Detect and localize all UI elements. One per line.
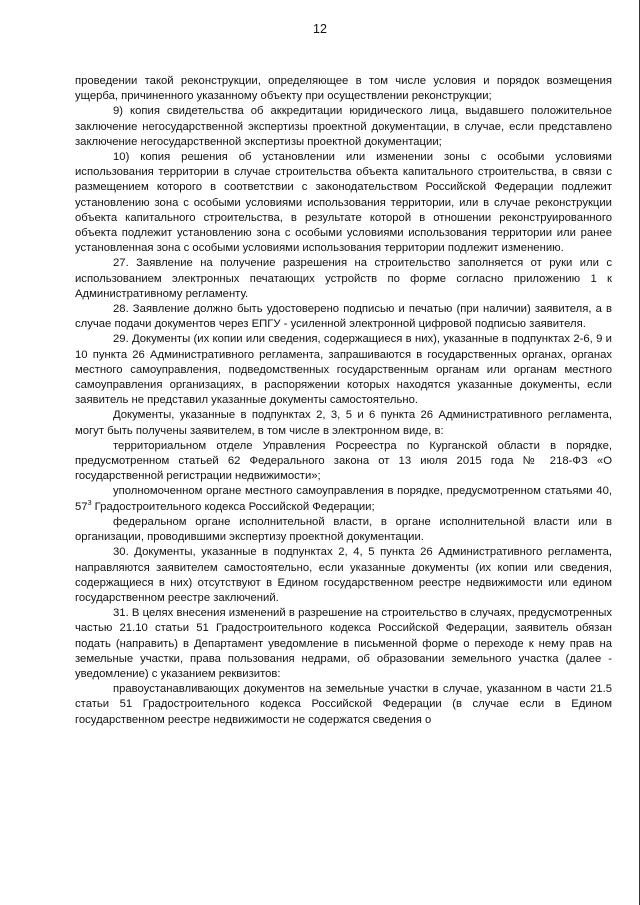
superscript: 3 <box>87 499 92 507</box>
paragraph: 9) копия свидетельства об аккредитации юридического лица, выдавшего положительное заключение негосударственной экспертизы проектной документации, в случае, если представлено заключение негосударственной экспертизы проектной документации; <box>75 105 612 148</box>
paragraph: проведении такой реконструкции, определяющее в том числе условия и порядок возмещения ущерба, причиненного указанному объекту при осуществлении реконструкции; <box>75 75 612 103</box>
paragraph: правоустанавливающих документов на земельные участки в случае, указанном в части 21.5 статьи 51 Градостроительного кодекса Российской Федерации (в случае если в Едином государственном реестре недвижимости не содержатся сведения о <box>75 683 612 726</box>
paragraph: 27. Заявление на получение разрешения на строительство заполняется от руки или с использованием электронных печатающих устройств по форме согласно приложению 1 к Административному регламенту. <box>75 257 612 300</box>
paragraph: 10) копия решения об установлении или изменении зоны с особыми условиями использования территории в случае строительства объекта капитального строительства, в связи с размещением которого в соответствии с законодательством Российской Федерации подлежит установлению зона с особыми условиями использования территории, или в случае реконструкции объекта капитального строительства, в результате которой в отношении реконструированного объекта подлежит установлению зона с особыми условиями использования территории или ранее установленная зона с особыми условиями использования территории подлежит изменению. <box>75 151 612 255</box>
paragraph: 31. В целях внесения изменений в разрешение на строительство в случаях, предусмотренных частью 21.10 статьи 51 Градостроительного кодекса Российской Федерации, заявитель обязан подать (направить) в Департамент уведомление в письменной форме о переходе к нему прав на земельные участки, права пользования недрами, об образовании земельного участка (далее - уведомление) с указанием реквизитов: <box>75 607 612 680</box>
paragraph: 28. Заявление должно быть удостоверено подписью и печатью (при наличии) заявителя, а в случае подачи документов через ЕПГУ - усиленной электронной цифровой подписью заявителя. <box>75 303 612 331</box>
paragraph: федеральном органе исполнительной власти, в органе исполнительной власти или в организации, проводившими экспертизу проектной документации. <box>75 515 612 544</box>
paragraph: 30. Документы, указанные в подпунктах 2, 4, 5 пункта 26 Административного регламента, направляются заявителем самостоятельно, если указанные документы (их копии или сведения, содержащиеся в них) отсутствуют в Едином государственном реестре недвижимости или едином государственном реестре заключений. <box>75 546 612 604</box>
paragraph <box>75 484 612 514</box>
document-body <box>75 74 612 728</box>
paragraph: 29. Документы (их копии или сведения, содержащиеся в них), указанные в подпунктах 2-6, 9 и 10 пункта 26 Административного регламента, запрашиваются в государственных органах, органах местного самоуправления, подведомственных государственным органам или органам местного самоуправления организациях, в распоряжении которых находятся указанные документы, если заявитель не представил указанные документы самостоятельно. <box>75 333 612 407</box>
paragraph-text: Градостроительного кодекса Российской Федерации; <box>91 500 375 513</box>
paragraph: территориальном отделе Управления Росреестра по Курганской области в порядке, предусмотренном статьей 62 Федерального закона от 13 июля 2015 года № 218-ФЗ «О государственной регистрации недвижимости»; <box>75 439 612 483</box>
paragraph: Документы, указанные в подпунктах 2, 3, 5 и 6 пункта 26 Административного регламента, могут быть получены заявителем, в том числе в электронном виде, в: <box>75 409 612 437</box>
page-number: 12 <box>313 22 327 36</box>
paragraph-text: уполномоченном органе местного самоуправления в порядке, предусмотренном статьями 40, 57 <box>75 485 612 513</box>
